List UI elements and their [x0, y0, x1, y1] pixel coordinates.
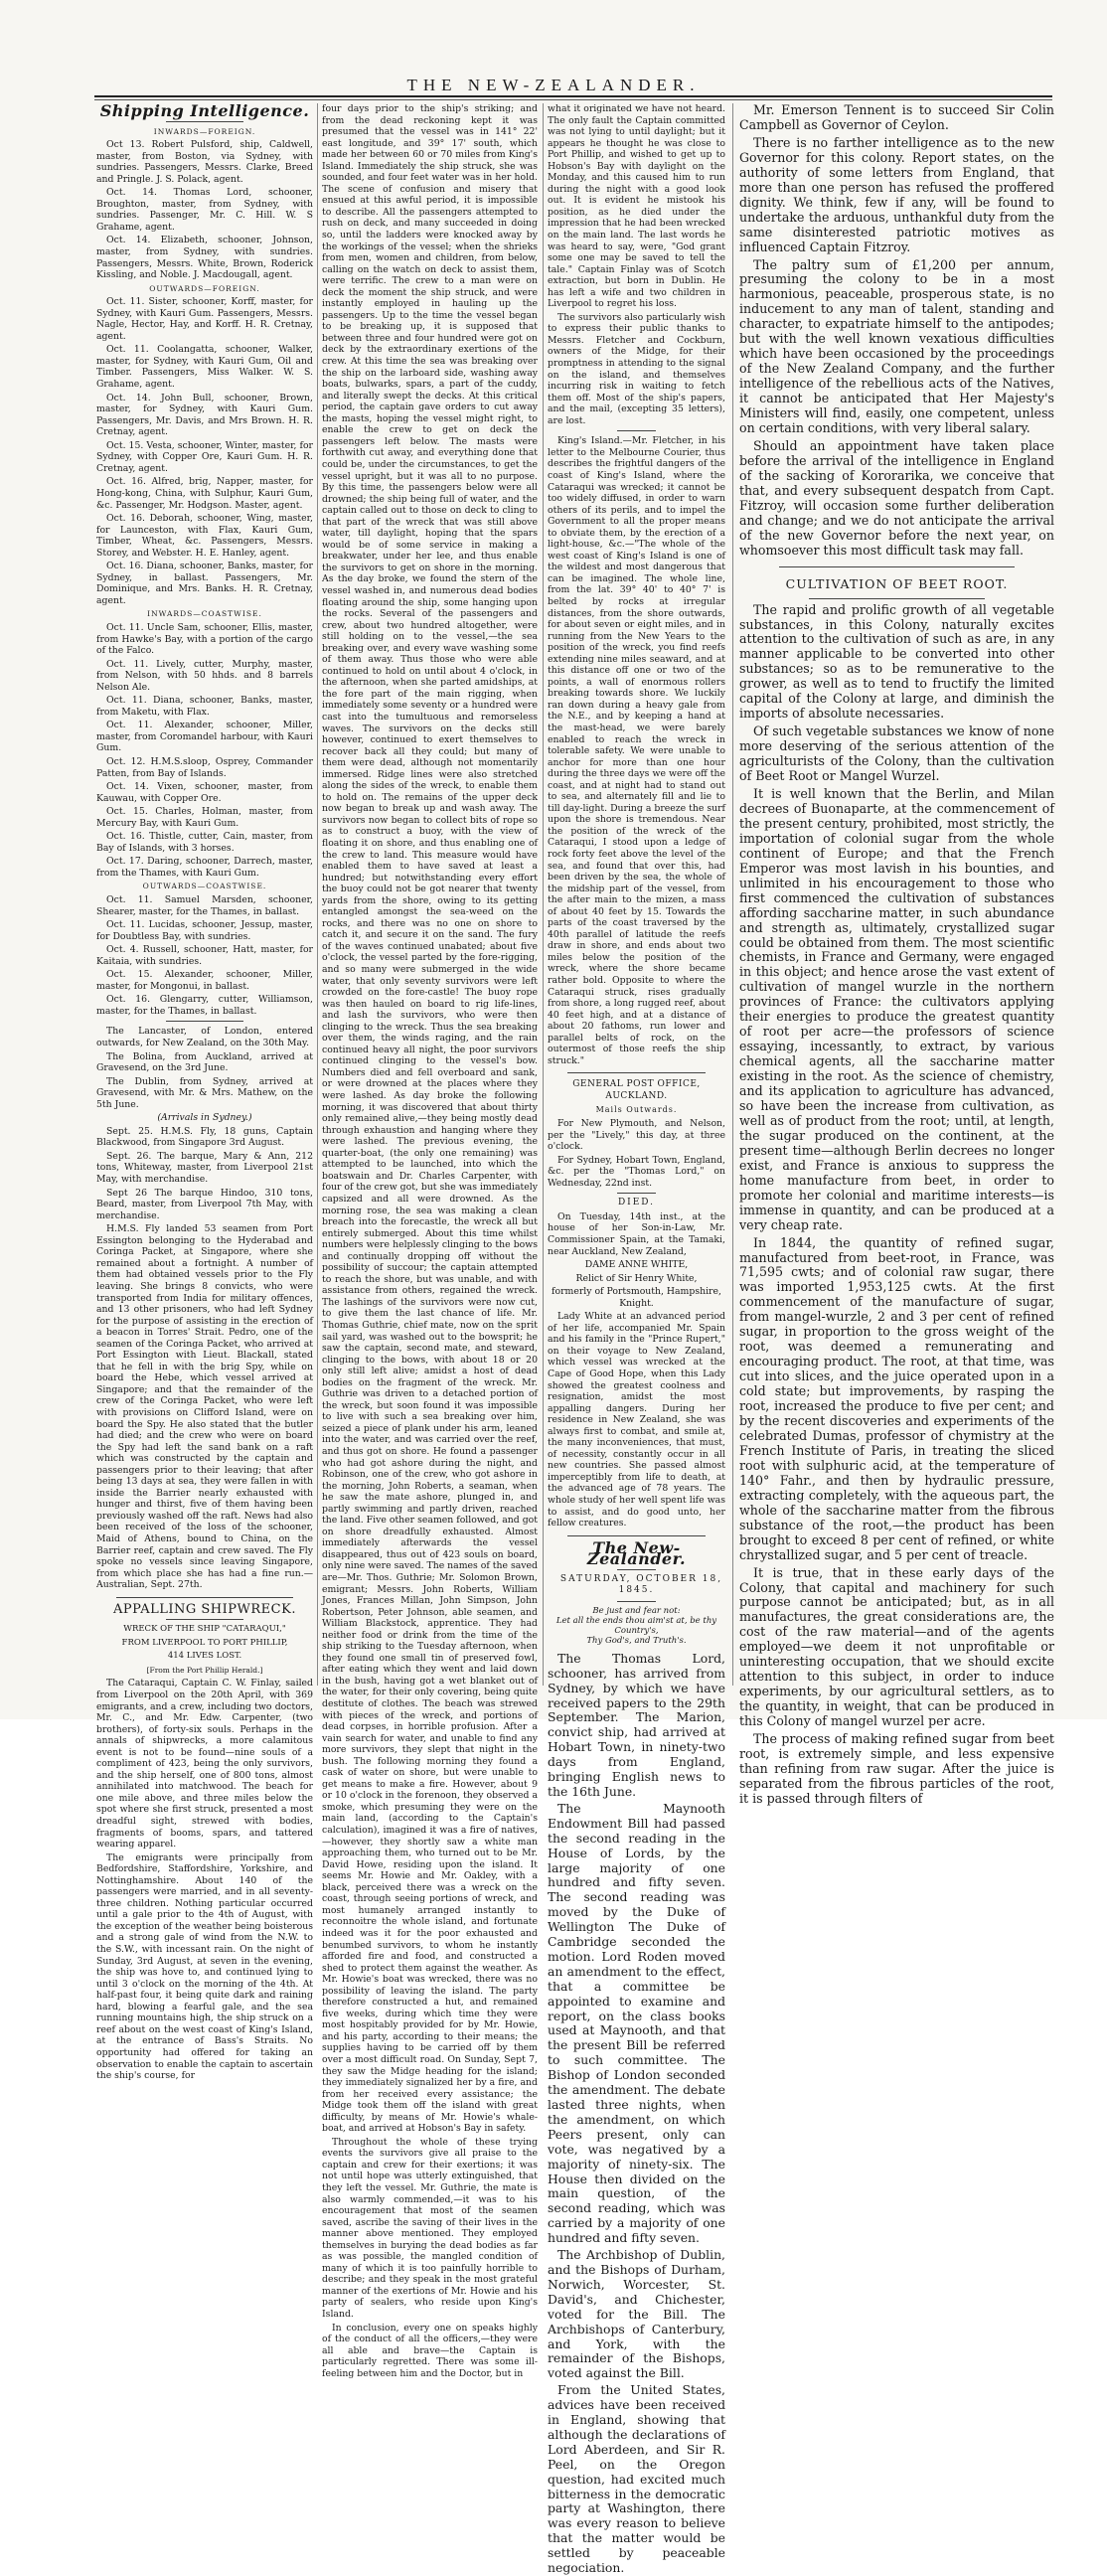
- news-paragraph: The Lancaster, of London, entered outwards, for New Zealand, on the 30th May.: [96, 1026, 313, 1049]
- news-paragraph: King's Island.—Mr. Fletcher, in his letter to the Melbourne Courier, thus describes the frightful dangers of the coast of King's Island, where the Cataraqui was wrecked; it cannot be too widely diffused, in order to warn others of its perils, and to impel the Government to all the proper means to obviate them, by the erection of a light-house, &c.—"The whole of the west coast of King's Island is one of the wildest and most dangerous that can be imagined. The whole line, from the lat. 39° 40' to 40° 7' is belted by rocks at irregular distances, from the shore outwards, for about seven or eight miles, and in running from the New Years to the position of the wreck, you find reefs extending nine miles seaward, and at this distance off one or two of the points, a wall of enormous rollers breaking towards shore. We luckily ran down during a heavy gale from the N.E., and by keeping a hand at the mast-head, we were barely enabled to reach the wreck in tolerable safety. We were unable to anchor for more than one hour during the three days we were off the coast, and at night had to stand out to sea, and alternately fill and lie to till day-light. During a breeze the surf upon the shore is tremendous. Near the position of the wreck of the Cataraqui, I stood upon a ledge of rock forty feet above the level of the sea, and found that over this, had been driven by the sea, the whole of the midship part of the vessel, from the after main to the mizen, a mass of about 40 feet by 15. Towards the parts of the coast traversed by the 40th parallel of latitude the reefs draw in shore, and ends about two miles below the position of the wreck, where the shore became rather bold. Opposite to where the Cataraqui struck, rises gradually from shore, a long rugged reef, about 40 feet high, and at a distance of about 20 fathoms, run lower and parallel belts of rock, on the outermost of those reefs the ship struck.": [548, 435, 725, 1066]
- column-divider: [732, 103, 733, 1686]
- news-paragraph: In 1844, the quantity of refined sugar, manufactured from beet-root, in France, was 71,595 cwts; and of colonial raw sugar, there was imported 1,953,125 cwts. At the first commencement of the manufacture of sugar, from mangel-wurzle, 2 and 3 per cent of refined sugar, in proportion to the gross weight of the root, was deemed a remunerating and encouraging product. The root, at that time, was cut into slices, and the juice operated upon in a cold state; but improvements, by rasping the root, increased the produce to five per cent; and by the recent discoveries and experiments of the celebrated Dumas, professor of chymistry at the French Institute of Paris, in treating the sliced root with sulphuric acid, at the temperature of 140° Fahr., and then by hydraulic pressure, extracting completely, with the aqueous part, the whole of the saccharine matter from the fibrous substance of the root,—the product has been brought to exceed 8 per cent of refined, or white chrystallized sugar, and 5 per cent of treacle.: [739, 1234, 1054, 1562]
- column-3: [548, 103, 725, 2576]
- shipping-entry: Oct. 16. Glengarry, cutter, Williamson, master, for the Thames, in ballast.: [96, 994, 313, 1017]
- shipping-entry: Oct. 15. Charles, Holman, master, from Mercury Bay, with Kauri Gum.: [96, 806, 313, 829]
- motto-line: Be just and fear not:: [592, 1605, 681, 1616]
- divider: [617, 430, 656, 431]
- divider: [779, 566, 1015, 567]
- divider: [617, 1569, 656, 1570]
- shipping-entry: Oct. 14. Thomas Lord, schooner, Broughton, master, from Sydney, with sundries. Passenger, Mr. C. Hill. W. S Grahame, agent.: [96, 187, 313, 233]
- news-paragraph: H.M.S. Fly landed 53 seamen from Port Essington belonging to the Hyderabad and Coringa Packet, at Singapore, where she remained about a fortnight. A number of them had obtained vessels prior to the Fly leaving. She brings 8 convicts, who were transported from India for military offences, and 13 other prisoners, who had left Sydney for the purpose of assisting in the erection of a beacon in Torres' Strait. Pedro, one of the seamen of the Coringa Packet, who arrived at Port Essington with Lieut. Blackall, stated that he fell in with the brig Spy, while on board the Hebe, which vessel arrived at Singapore; and that the remainder of the crew of the Coringa Packet, who were left with provisions on Clifford Island, were on board the Spy. He also stated that the butler had died; and the crew who were on board the Spy had left the sand bank on a raft which was constructed by the captain and passengers prior to their leaving; that after being 13 days at sea, they were fallen in with inside the Barrier nearly exhausted with hunger and thirst, five of them having been previously washed off the raft. News had also been received of the loss of the schooner, Maid of Athens, bound to China, on the Barrier reef, captain and crew saved. The Fly spoke no vessels since leaving Singapore, from which place she has had a fine run.—Australian, Sept. 27th.: [96, 1223, 313, 1591]
- news-paragraph: what it originated we have not heard. The only fault the Captain committed was not lying to until daylight; but it appears he thought he was close to Port Phillip, and wished to get up to Hobson's Bay with daylight on the Monday, and this caused him to run during the night with a good look out. It is evident he mistook his position, as he died under the impression that he had been wrecked on the main land. The last words he was heard to say, were, "God grant some one may be saved to tell the tale." Captain Finlay was of Scotch extraction, but born in Dublin. He has left a wife and two children in Liverpool to regret his loss.: [548, 103, 725, 310]
- divider: [166, 1619, 243, 1620]
- divider: [567, 1072, 706, 1073]
- divider: [567, 1535, 706, 1536]
- news-paragraph: The rapid and prolific growth of all vegetable substances, in this Colony, naturally excites attention to the cultivation of such as are, in any manner applicable to be converted into other substances; so as to be remunerative to the grower, as well as to tend to fructify the limited capital of the Colony at large, and diminish the imports of absolute necessaries.: [739, 601, 1054, 722]
- masthead: THE NEW-ZEALANDER.: [406, 76, 701, 94]
- shipping-entry: Oct. 17. Daring, schooner, Darrech, master, from the Thames, with Kauri Gum.: [96, 856, 313, 879]
- news-paragraph: The Archbishop of Dublin, and the Bishops of Durham, Norwich, Worcester, St. David's, and Chichester, voted for the Bill. The Archbishops of Canterbury, and York, with the remainder of the Bishops, voted against the Bill.: [548, 2247, 725, 2381]
- wreck-subheading: 414 LIVES LOST.: [167, 1651, 242, 1662]
- obituary-text: Lady White at an advanced period of her life, accompanied Mr. Spain and his family in the "Prince Rupert," on their voyage to New Zealand, which vessel was wrecked at the Cape of Good Hope, when this Lady showed the greatest coolness and resignation, amidst the most appalling dangers. During her residence in New Zealand, she was always first to combat, and smile at, the many inconveniences, that must, of necessity, constantly occur in all new countries. She passed almost imperceptibly from life to death, at the advanced age of 78 years. The whole study of her well spent life was to assist, and do good unto, her fellow creatures.: [548, 1311, 725, 1530]
- shipping-entry: Oct. 14. Elizabeth, schooner, Johnson, master, from Sydney, with sundries. Passengers, Messrs. White, Brown, Roderick Kissling, and Noble. J. Macdougall, agent.: [96, 235, 313, 281]
- section-subhead: INWARDS—COASTWISE.: [147, 609, 262, 619]
- news-paragraph: From the United States, advices have been received in England, showing that although the declarations of Lord Aberdeen, and Sir R. Peel, on the Oregon question, had excited much bitterness in the democratic party at Washington, there was every reason to believe that the matter would be settled by peaceable negociation.: [548, 2382, 725, 2576]
- column-1: [96, 101, 313, 2082]
- shipping-entry: Sept. 25. H.M.S. Fly, 18 guns, Captain Blackwood, from Singapore 3rd August.: [96, 1125, 313, 1149]
- masthead-rule: [94, 95, 1052, 97]
- shipping-entry: Oct. 11. Lively, cutter, Murphy, master, from Nelson, with 50 hhds. and 8 barrels Nelson Ale.: [96, 658, 313, 693]
- paper-title: The New-Zealander.: [586, 1537, 687, 1569]
- news-paragraph: The emigrants were principally from Bedfordshire, Staffordshire, Yorkshire, and Nottinghamshire. About 140 of the passengers were married, and in all seventy-three children. Nothing particular occurred until a gale prior to the 4th of August, with the exception of the weather being boisterous and a strong gale of wind from the N.W. to the S.W., with incessant rain. On the night of Sunday, 3rd August, at seven in the evening, the ship was hove to, and continued lying to until 3 o'clock on the morning of the 4th. At half-past four, it being quite dark and raining hard, blowing a fearful gale, and the sea running mountains high, the ship struck on a reef about on the west coast of King's Island, at the entrance of Bass's Straits. No opportunity had offered for taking an observation to enable the captain to ascertain the ship's course, for: [96, 1852, 313, 2082]
- shipping-entry: Oct. 11. Uncle Sam, schooner, Ellis, master, from Hawke's Bay, with a portion of the cargo of the Falco.: [96, 621, 313, 657]
- obituary-text: On Tuesday, 14th inst., at the house of her Son-in-Law, Mr. Commissioner Spain, at the Tamaki, near Auckland, New Zealand,: [548, 1210, 725, 1257]
- divider: [809, 598, 985, 599]
- shipping-entry: Oct. 14. Vixen, schooner, master, from Kauwau, with Copper Ore.: [96, 781, 313, 804]
- dateline: SATURDAY, OCTOBER 18, 1845.: [559, 1573, 723, 1596]
- beet-heading: CULTIVATION OF BEET ROOT.: [785, 575, 1009, 591]
- news-paragraph: The survivors also particularly wish to express their public thanks to Messrs. Fletcher and Cockburn, owners of the Midge, for their promptness in attending to the signal on the island, and themselves incurring risk in waiting to fetch them off. Most of the ship's papers, and the mail, (excepting 35 letters), are lost.: [548, 311, 725, 426]
- column-divider: [317, 103, 318, 1686]
- shipping-entry: Oct. 4. Russell, schooner, Hatt, master, for Kaitaia, with sundries.: [96, 944, 313, 967]
- news-paragraph: Should an appointment have taken place before the arrival of the intelligence in England of the sacking of Kororarika, we conceive that that, and every subsequent despatch from Capt. Fitzroy, will occasion some further deliberation and change; and we do not anticipate the arrival of the new Governor before the next year, on whomsoever this most difficult task may fall.: [739, 437, 1054, 558]
- shipping-entry: Oct. 15. Vesta, schooner, Winter, master, for Sydney, with Copper Ore, Kauri Gum. H. R. Cretnay, agent.: [96, 439, 313, 474]
- arrivals-heading: (Arrivals in Sydney.): [157, 1112, 252, 1124]
- section-subhead: OUTWARDS—COASTWISE.: [142, 882, 267, 891]
- shipping-entry: Oct. 11. Lucidas, schooner, Jessup, master, for Doubtless Bay, with sundries.: [96, 919, 313, 942]
- news-paragraph: In conclusion, every one on speaks highly of the conduct of all the officers,—they were all able and brave—the Captain is particularly regretted. There was some ill-feeling between him and the Doctor, but in: [322, 2322, 538, 2379]
- news-paragraph: The process of making refined sugar from beet root, is extremely simple, and less expensive than refining from raw sugar. After the juice is separated from the fibrous particles of the root, it is passed through filters of: [739, 1731, 1054, 1806]
- divider: [617, 1601, 656, 1602]
- section-subhead: OUTWARDS—FOREIGN.: [149, 283, 260, 293]
- mails-heading: Mails Outwards.: [595, 1105, 678, 1115]
- news-paragraph: It is true, that in these early days of the Colony, that capital and machinery for such purpose cannot be anticipated; but, as in all manufactures, the great considerations are, the cost of the raw material—and of the agents employed—we deem it not unprofitable or uninteresting occupation, that we should excite attention to this subject, in order to induce experiments, by our agricultural settlers, as to the quantity, in weight, that can be produced in this Colony of mangel wurzel per acre.: [739, 1564, 1054, 1729]
- news-paragraph: Throughout the whole of these trying events the survivors give all praise to the captain and crew for their exertions; it was not until hope was utterly extinguished, that they left the vessel. Mr. Guthrie, the mate is also warmly commended,—it was to his encouragement that most of the seamen saved, ascribe the saving of their lives in the manner above mentioned. They employed themselves in burying the dead bodies as far as was possible, the mangled condition of many of which it is too painfully horrible to describe; and they speak in the most grateful manner of the exertions of Mr. Howie and his party of sealers, who reside upon King's Island.: [322, 2136, 538, 2320]
- obituary-place: formerly of Portsmouth, Hampshire, Knight.: [552, 1286, 721, 1309]
- news-paragraph: There is no farther intelligence as to the new Governor for this colony. Report states, on the authority of some letters from England, that more than one person has refused the proffered dignity. We think, few if any, will be found to undertake the arduous, unthankful duty from the same disinterested patriotic motives as influenced Captain Fitzroy.: [739, 134, 1054, 254]
- shipping-entry: Oct. 11. Samuel Marsden, schooner, Shearer, master, for the Thames, in ballast.: [96, 894, 313, 917]
- news-paragraph: The Bolina, from Auckland, arrived at Gravesend, on the 3rd June.: [96, 1050, 313, 1074]
- editorial-news: [548, 1652, 725, 2576]
- shipping-entry: Oct. 16. Diana, schooner, Banks, master, for Sydney, in ballast. Passengers, Mr. Dominique, and Mrs. Banks. H. R. Cretnay, agent.: [96, 561, 313, 606]
- shipping-entry: Oct. 16. Thistle, cutter, Cain, master, from Bay of Islands, with 3 horses.: [96, 831, 313, 854]
- news-paragraph: The Cataraqui, Captain C. W. Finlay, sailed from Liverpool on the 20th April, with 369 emigrants, and a crew, including two doctors, Mr. C., and Mr. Edw. Carpenter, (two brothers), of forty-six souls. Perhaps in the annals of shipwrecks, a more calamitous event is not to be found—nine souls of a compliment of 423, being the only survivors, and the ship herself, one of 800 tons, almost annihilated into matchwood. The beach for one mile above, and three miles below the spot where she first struck, presented a most dreadful sight, strewed with bodies, fragments of booms, spars, and tattered wearing apparel.: [96, 1678, 313, 1851]
- wreck-source: [From the Port Phillip Herald.]: [146, 1665, 263, 1675]
- motto-line: Let all the ends thou aim'st at, be thy Country's,: [555, 1615, 717, 1636]
- wreck-heading: APPALLING SHIPWRECK.: [113, 1601, 296, 1617]
- news-paragraph: Mr. Emerson Tennent is to succeed Sir Colin Campbell as Governor of Ceylon.: [739, 102, 1054, 132]
- news-paragraph: The Dublin, from Sydney, arrived at Gravesend, with Mr. & Mrs. Mathew, on the 5th June.: [96, 1075, 313, 1110]
- divider: [166, 121, 243, 122]
- divider: [116, 1597, 293, 1598]
- shipping-entry: Oct. 11. Diana, schooner, Banks, master, from Maketu, with Flax.: [96, 695, 313, 718]
- motto: [548, 1606, 725, 1646]
- shipping-entry: Oct. 11. Sister, schooner, Korff, master, for Sydney, with Kauri Gum. Passengers, Messrs. Nagle, Hector, Hay, and Korff. H. R. Cretnay, agent.: [96, 296, 313, 342]
- wreck-subheading: FROM LIVERPOOL TO PORT PHILLIP,: [121, 1637, 288, 1648]
- shipping-heading: Shipping Intelligence.: [99, 101, 310, 120]
- news-paragraph: The Thomas Lord, schooner, has arrived from Sydney, by which we have received papers to the 29th September. The Marion, convict ship, had arrived at Hobart Town, in ninety-two days from England, bringing English news to the 16th June.: [548, 1650, 725, 1799]
- section-subhead: INWARDS—FOREIGN.: [153, 126, 256, 136]
- obituary-relict: Relict of Sir Henry White,: [575, 1272, 698, 1284]
- news-paragraph: The Maynooth Endowment Bill had passed the second reading in the House of Lords, by the large majority of one hundred and fifty seven. The second reading was moved by the Duke of Wellington The Duke of Cambridge seconded the motion. Lord Roden moved an amendment to the effect, that a committee be appointed to examine and report, on the class books used at Maynooth, and that the present Bill be referred to such committee. The Bishop of London seconded the amendment. The debate lasted three nights, when the amendment, on which Peers present, only can vote, was negatived by a majority of ninety-six. The House then divided on the main question, of the second reading, which was carried by a majority of one hundred and fifty seven.: [548, 1800, 725, 2246]
- shipping-entry: Oct. 14. John Bull, schooner, Brown, master, for Sydney, with Kauri Gum. Passengers, Mr. Davis, and Mrs Brown. H. R. Cretnay, agent.: [96, 392, 313, 438]
- news-paragraph: The paltry sum of £1,200 per annum, presuming the colony to be in a most harmonious, peaceable, prosperous state, is no inducement to any man of talent, standing and character, to expatriate himself to the antipodes; but with the well known vexatious difficulties which have been occasioned by the proceedings of the New Zealand Company, and the further intelligence of the rebellious acts of the Natives, it cannot be anticipated that Her Majesty's Ministers will find, easily, one competent, unless on certain conditions, with very liberal salary.: [739, 256, 1054, 436]
- divider: [617, 1193, 656, 1194]
- shipping-entry: Oct 13. Robert Pulsford, ship, Caldwell, master, from Boston, via Sydney, with sundries. Passengers, Messrs. Clarke, Breed and Pringle. J. S. Polack, agent.: [96, 139, 313, 185]
- mail-entry: For Sydney, Hobart Town, England, &c. per the "Thomas Lord," on Wednesday, 22nd inst.: [548, 1154, 725, 1189]
- mail-entry: For New Plymouth, and Nelson, per the "Lively," this day, at three o'clock.: [548, 1118, 725, 1153]
- shipping-entry: Oct. 16. Deborah, schooner, Wing, master, for Launceston, with Flax, Kauri Gum, Timber, Wheat, &c. Passengers, Messrs. Storey, and Webster. H. E. Hanley, agent.: [96, 513, 313, 559]
- obituary-name: DAME ANNE WHITE,: [584, 1259, 689, 1271]
- shipping-entry: Sept. 26. The barque, Mary & Ann, 212 tons, Whiteway, master, from Liverpool 21st May, with merchandise.: [96, 1150, 313, 1186]
- news-paragraph: Of such vegetable substances we know of none more deserving of the serious attention of the agriculturists of the Colony, than the cultivation of Beet Root or Mangel Wurzel.: [739, 724, 1054, 784]
- shipping-entry: Oct. 11. Coolangatta, schooner, Walker, master, for Sydney, with Kauri Gum, Oil and Timber. Passengers, Miss Walker. W. S. Grahame, agent.: [96, 344, 313, 391]
- column-4: [739, 102, 1054, 1806]
- shipping-entry: Oct. 16. Alfred, brig, Napper, master, for Hong-kong, China, with Sulphur, Kauri Gum, &c. Passenger, Mr. Hodgson. Master, agent.: [96, 476, 313, 511]
- shipping-entry: Oct. 15. Alexander, schooner, Miller, master, for Mongonui, in ballast.: [96, 969, 313, 992]
- divider: [166, 1021, 243, 1022]
- motto-line: Thy God's, and Truth's.: [586, 1635, 687, 1646]
- post-office-heading: GENERAL POST OFFICE, AUCKLAND.: [572, 1079, 701, 1101]
- wreck-subheading: WRECK OF THE SHIP "CATARAQUI,": [123, 1624, 286, 1635]
- column-divider: [543, 103, 544, 1686]
- news-paragraph: It is well known that the Berlin, and Milan decrees of Buonaparte, at the commencement of the present century, prohibited, most strictly, the importation of colonial sugar from the whole continent of Europe; and that the French Emperor was most lavish in his bounties, and unlimited in his encouragement to those who first commenced the cultivation of substances affording saccharine matter, in such abundance and strength as, ultimately, crystallized sugar could be obtained from them. The most scientific chemists, in France and Germany, were engaged in this object; and hence arose the vast extent of cultivation of mangel wurzle in the northern provinces of France: the cultivators applying their energies to produce the greatest quantity of root per acre—the professors of science essaying, incessantly, to extract, by various chemical agents, all the saccharine matter existing in the root. As the science of chemistry, and its application to agriculture has advanced, so have been the increase from cultivation, as well as of product from the root; until, at length, the sugar produced on the continent, at the present time—although Berlin decrees no longer exist, and France is anxious to suppress the home manufacture from beet, in order to promote her colonial and maritime interests—is immense in quantity, and can be produced at a very cheap rate.: [739, 785, 1054, 1232]
- shipping-entry: Oct. 11. Alexander, schooner, Miller, master, from Coromandel harbour, with Kauri Gum.: [96, 720, 313, 754]
- shipping-entry: Sept 26 The barque Hindoo, 310 tons, Beard, master, from Liverpool 7th May, with merchandise.: [96, 1187, 313, 1221]
- news-paragraph: four days prior to the ship's striking; and from the dead reckoning kept it was presumed that the vessel was in 141° 22' east longitude, and 39° 17' south, which made her between 60 or 70 miles from King's Island. Immediately the ship struck, she was sounded, and four feet water was in her hold. The scene of confusion and misery that ensued at this awful period, it is impossible to describe. All the passengers attempted to rush on deck, and many succeeded in doing so, until the ladders were knocked away by the workings of the vessel; when the shrieks from men, women and children, from below, calling on the watch on deck to assist them, were terrific. The crew to a man were on deck the moment the ship struck, and were instantly employed in hauling up the passengers. Up to the time the vessel began to be breaking up, it is supposed that between three and four hundred were got on deck by the extraordinary exertions of the crew. At this time the sea was breaking over the ship on the larboard side, washing away boats, bulwarks, spars, a part of the cuddy, and literally swept the decks. At this critical period, the captain gave orders to cut away the masts, hoping the vessel might right, to enable the crew to get on deck the passengers left below. The masts were forthwith cut away, and everything done that could be, under the circumstances, to get the vessel upright, but it was all to no purpose. By this time, the passengers below were all drowned; the ship being full of water, and the captain called out to those on deck to cling to that part of the wreck that was still above water, till daylight, hoping that the spars would be of some service in making a breakwater, under her lee, and thus enable the survivors to get on shore in the morning. As the day broke, we found the stern of the vessel washed in, and numerous dead bodies floating around the ship, some hanging upon the rocks. Several of the passengers and crew, about two hundred altogether, were still holding on to the vessel,—the sea breaking over, and every wave washing some of them away. Thus those who were able continued to hold on until about 4 o'clock, in the afternoon, when she parted amidships, at the fore part of the main rigging, when immediately some seventy or a hundred were cast into the tumultuous and remorseless waves. The survivors on the decks still however, continued to exert themselves to recover back all they could; but many of them were dead, although not momentarily immersed. Ridge lines were also stretched along the sides of the wreck, to enable them to hold on. The remains of the upper deck now began to break up and wash away. The survivors now began to collect bits of rope so as to construct a buoy, with the view of floating it on shore, and thus enabling one of the crew to land. This measure would have enabled them to have saved at least a hundred; but notwithstanding every effort the buoy could not be got nearer that twenty yards from the shore, owing to its getting entangled amongst the sea-weed on the rocks, and there was no one on shore to catch it, and secure it on the sand. The fury of the waves continued unabated; about five o'clock, the vessel parted by the fore-rigging, and so many were submerged in the wide water, that only seventy survivors were left crowded on the fore-castle! The buoy rope was then hauled on board to rig life-lines, and lash the survivors, who were then clinging to the wreck. Thus the sea breaking over them, the winds raging, and the rain continued heavy all night, the poor survivors continued clinging to the vessel's bow. Numbers died and fell overboard and sank, or were drowned at the places where they were lashed. As day broke the following morning, it was discovered that about thirty only remained alive,—they being mostly dead through exhaustion and hanging where they were lashed. The previous evening, the quarter-boat, (the only one remaining) was attempted to be launched, into which the boatswain and Dr. Charles Carpenter, with four of the crew got, but she was immediately capsized and all were drowned. As the morning rose, the sea was making a clean breach into the forecastle, the wreck all but entirely submerged. About this time whilst numbers were helplessly clinging to the bows and continually dropping off without the possibility of succour; the captain attempted to reach the shore, but was unable, and with assistance from others, regained the wreck. The lashings of the survivors were now cut, to give them the last chance of life. Mr. Thomas Guthrie, chief mate, now on the sprit sail yard, was washed out to the bowsprit; he saw the captain, second mate, and steward, clinging to the bows, with about 18 or 20 only still left alive; amidst a host of dead bodies on the fragment of the wreck. Mr. Guthrie was driven to a detached portion of the wreck, but soon found it was impossible to live with such a sea breaking over him, seized a piece of plank under his arm, leaned into the water, and was carried over the reef, and thus got on shore. He found a passenger who had got ashore during the night, and Robinson, one of the crew, who got ashore in the morning, John Roberts, a seaman, when he saw the mate ashore, plunged in, and partly swimming and partly driven, reached the land. Five other seamen followed, and got on shore dreadfully exhausted. Almost immediately afterwards the vessel disappeared, thus out of 423 souls on board, only nine were saved. The names of the saved are—Mr. Thos. Guthrie; Mr. Solomon Brown, emigrant; Messrs. John Roberts, William Jones, Frances Millan, John Simpson, John Robertson, Peter Johnson, able seamen, and William Blackstock, apprentice. They had neither food or drink from the time of the ship striking to the Tuesday afternoon, when they found one small tin of preserved fowl, after eating which they went and laid down in the bush, having got a wet blanket out of the water, for their only covering, being quite destitute of clothes. The beach was strewed with pieces of the wreck, and portions of dead corpses, in horrible profusion. After a vain search for water, and unable to find any more survivors, they slept that night in the bush. The following morning they found a cask of water on shore, but were unable to get means to make a fire. However, about 9 or 10 o'clock in the forenoon, they observed a smoke, which presuming they were on the main land, (according to the Captain's calculation), imagined it was a fire of natives,—however, they shortly saw a white man approaching them, who turned out to be Mr. David Howe, residing upon the island. It seems Mr. Howie and Mr. Oakley, with a black, perceived there was a wreck on the coast, through seeing portions of wreck, and most humanely arranged instantly to reconnoitre the whole island, and fortunate indeed was it for the poor exhausted and benumbed survivors, to whom he instantly afforded fire and food, and constructed a shed to protect them against the weather. As Mr. Howie's boat was wrecked, there was no possibility of leaving the island. The party therefore constructed a hut, and remained five weeks, during which time they were most hospitably provided for by Mr. Howie, and his party, according to their means; the supplies having to be carried off by them over a most difficult road. On Sunday, Sept 7, they saw the Midge heading for the island; they immediately signalized her by a fire, and from her received every assistance; the Midge took them off the island with great difficulty, by means of Mr. Howie's whale-boat, and arrived at Hobson's Bay in safety.: [322, 103, 538, 2135]
- died-heading: DIED.: [617, 1198, 656, 1208]
- masthead-rule-thin: [94, 99, 1052, 100]
- shipping-entry: Oct. 12. H.M.S.sloop, Osprey, Commander Patten, from Bay of Islands.: [96, 755, 313, 779]
- column-2: [322, 103, 538, 2379]
